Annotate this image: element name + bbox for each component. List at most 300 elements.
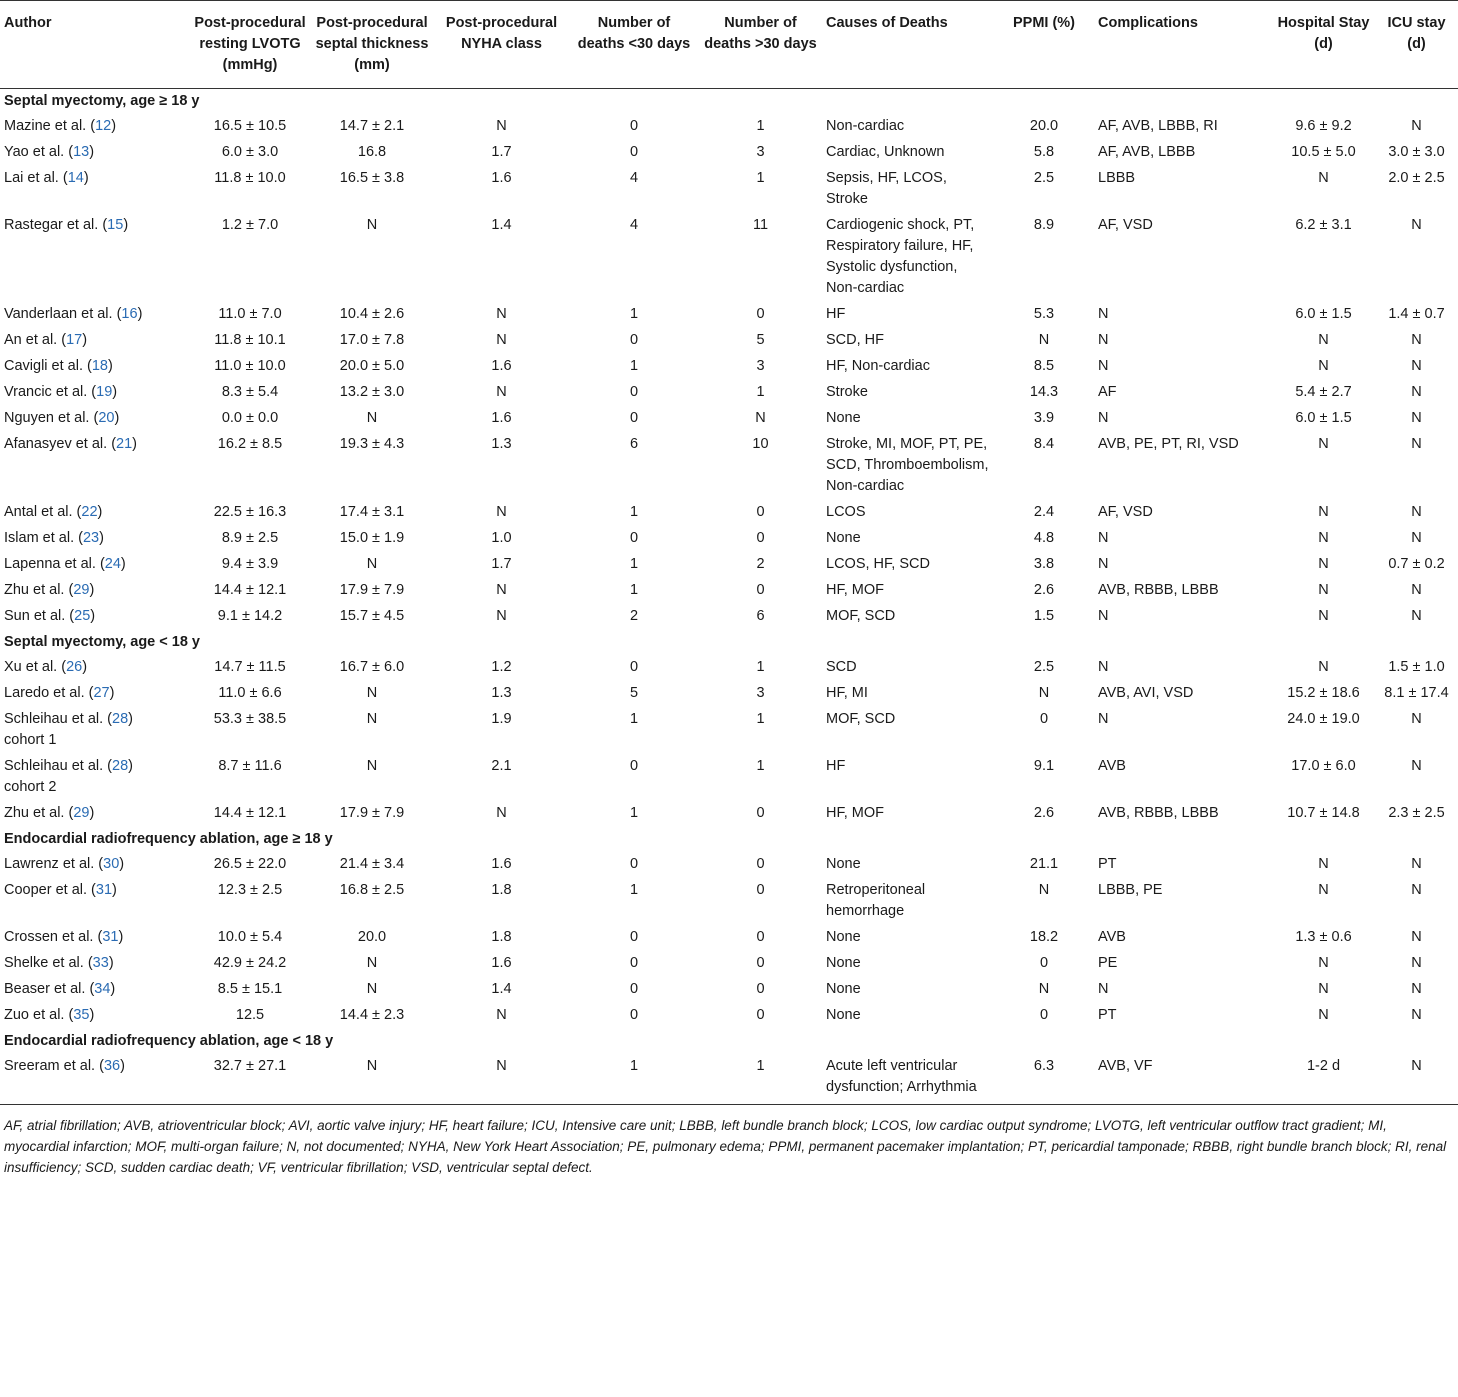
column-header-septal: Post-procedural septal thickness (mm) [315,15,429,73]
cell-hosp: N [1318,856,1329,872]
author-name: An et al. [4,332,58,348]
cell-nyha: 1.9 [491,711,512,727]
cell-d30p: 0 [756,981,765,997]
table-row [0,801,1458,827]
cell-author: Zuo et al. (35) [4,1007,95,1023]
cell-causes: None [826,410,861,426]
cell-ppmi: 0 [1039,955,1049,971]
cell-d30: 1 [629,1058,639,1074]
cell-nyha: 1.0 [491,530,512,546]
reference-link[interactable]: 12 [95,118,112,134]
author-name: Schleihau et al. [4,758,104,774]
cell-lvotg: 11.8 ± 10.1 [214,332,286,348]
cell-causes: None [826,856,861,872]
cell-nyha: 1.3 [491,436,512,452]
cell-causes: SCD, HF [826,332,884,348]
cell-author: Antal et al. (22) [4,504,103,520]
author-name: Yao et al. [4,144,65,160]
cell-comp: AVB, VF [1098,1058,1153,1074]
cell-hosp: 5.4 ± 2.7 [1295,384,1352,400]
cell-hosp: N [1318,332,1329,348]
cell-icu: N [1411,358,1422,374]
cell-author: Lai et al. (14) [4,170,89,186]
cell-septal: N [366,711,378,727]
reference-link[interactable]: 17 [66,332,83,348]
reference-link[interactable]: 20 [98,410,115,426]
cell-icu: 8.1 ± 17.4 [1384,685,1449,701]
cell-author: Sreeram et al. (36) [4,1058,125,1074]
table-row [0,500,1458,526]
cell-ppmi: 0 [1039,1007,1049,1023]
cell-comp: AF [1098,384,1117,400]
cell-lvotg: 11.8 ± 10.0 [214,170,286,186]
section-title: Endocardial radiofrequency ablation, age ≥ 18 y [4,831,333,847]
cell-ppmi: N [1038,882,1050,898]
cell-d30p: 1 [756,1058,765,1074]
cell-septal: 20.0 [357,929,387,945]
reference-link[interactable]: 29 [73,805,90,821]
cell-icu: 1.5 ± 1.0 [1388,659,1445,675]
cell-causes: HF, MOF [826,582,884,598]
table-row [0,951,1458,977]
cell-septal: N [366,981,378,997]
cell-lvotg: 53.3 ± 38.5 [213,711,287,727]
cell-comp: AVB, AVI, VSD [1098,685,1194,701]
column-header-nyha: Post-procedural NYHA class [445,15,558,52]
reference-link[interactable]: 35 [73,1007,90,1023]
table-row [0,380,1458,406]
author-name: Mazine et al. [4,118,87,134]
reference-link[interactable]: 28 [112,758,129,774]
cell-icu: N [1411,981,1422,997]
cell-d30p: 0 [756,504,765,520]
cell-nyha: N [496,1007,507,1023]
cell-causes: Cardiogenic shock, PT, Respiratory failure, HF, Systolic dysfunction, Non-cardiac [826,217,975,296]
cell-d30: 4 [629,217,639,233]
cell-ppmi: 2.4 [1033,504,1055,520]
cell-ppmi: 2.5 [1033,170,1055,186]
cell-lvotg: 16.5 ± 10.5 [213,118,287,134]
column-header-icu: ICU stay (d) [1387,15,1446,52]
cell-lvotg: 8.7 ± 11.6 [218,758,282,774]
cell-nyha: 1.6 [491,170,512,186]
cell-hosp: N [1318,659,1329,675]
cell-ppmi: 8.9 [1033,217,1055,233]
cell-hosp: N [1318,981,1329,997]
reference-link[interactable]: 34 [94,981,111,997]
cell-causes: Non-cardiac [826,118,905,134]
cell-d30p: 0 [756,582,765,598]
reference-link[interactable]: 19 [96,384,113,400]
cell-icu: N [1411,384,1422,400]
table-row [0,925,1458,951]
cell-d30: 0 [629,856,639,872]
cell-ppmi: N [1038,981,1050,997]
cell-nyha: N [496,504,507,520]
cell-author: Islam et al. (23) [4,530,104,546]
cell-author: Sun et al. (25) [4,608,96,624]
cell-d30p: 0 [756,1007,765,1023]
cell-nyha: 1.8 [491,882,512,898]
author-name: Cavigli et al. [4,358,83,374]
author-name: Schleihau et al. [4,711,104,727]
table-row [0,754,1458,801]
cell-icu: 2.0 ± 2.5 [1388,170,1445,186]
cell-nyha: 1.6 [491,955,512,971]
section-title: Septal myectomy, age ≥ 18 y [4,93,200,109]
reference-link[interactable]: 13 [73,144,90,160]
cell-author: Yao et al. (13) [4,144,95,160]
cell-hosp: N [1318,882,1329,898]
author-name: Sreeram et al. [4,1058,96,1074]
cell-d30: 5 [629,685,639,701]
cell-ppmi: 8.4 [1033,436,1055,452]
cell-d30p: 3 [756,144,765,160]
cell-hosp: N [1318,436,1329,452]
cell-causes: None [826,1007,861,1023]
section-header-row [0,827,1458,852]
cell-nyha: N [496,582,507,598]
section-title: Endocardial radiofrequency ablation, age < 18 y [4,1033,334,1049]
cell-lvotg: 8.5 ± 15.1 [217,981,283,997]
cell-causes: Retroperitoneal hemorrhage [826,882,926,919]
table-row [0,526,1458,552]
cell-d30: 0 [629,384,639,400]
cell-comp: N [1098,530,1109,546]
cell-ppmi: 2.6 [1033,805,1055,821]
header-row [0,1,1458,89]
cell-comp: N [1098,306,1109,322]
cell-hosp: 6.0 ± 1.5 [1295,410,1352,426]
author-name: Sun et al. [4,608,66,624]
section-title: Septal myectomy, age < 18 y [4,634,200,650]
cell-lvotg: 42.9 ± 24.2 [213,955,287,971]
cell-nyha: N [496,332,507,348]
cell-author: Laredo et al. (27) [4,685,115,701]
reference-link[interactable]: 28 [112,711,129,727]
cell-ppmi: 0 [1039,711,1049,727]
cell-comp: N [1098,608,1109,624]
reference-link[interactable]: 31 [102,929,119,945]
cell-lvotg: 11.0 ± 7.0 [218,306,282,322]
author-name: Lapenna et al. [4,556,96,572]
cell-author: Rastegar et al. (15) [4,217,129,233]
cell-septal: N [366,955,378,971]
cell-ppmi: N [1038,332,1050,348]
table-row [0,878,1458,925]
author-name: Zuo et al. [4,1007,65,1023]
cell-nyha: N [496,384,507,400]
author-name: Lai et al. [4,170,59,186]
reference-link[interactable]: 26 [66,659,83,675]
cell-icu: N [1411,608,1422,624]
cell-comp: AF, AVB, LBBB [1098,144,1196,160]
reference-link[interactable]: 30 [103,856,120,872]
cell-causes: LCOS [826,504,866,520]
cell-nyha: N [496,608,507,624]
cell-septal: N [366,1058,378,1074]
cell-author: Cooper et al. (31) [4,882,117,898]
cell-hosp: 9.6 ± 9.2 [1295,118,1352,134]
cell-septal: 19.3 ± 4.3 [339,436,405,452]
cell-septal: 15.7 ± 4.5 [339,608,405,624]
cell-comp: AVB [1098,758,1126,774]
cell-lvotg: 0.0 ± 0.0 [221,410,279,426]
cell-d30: 6 [629,436,639,452]
cell-septal: 14.4 ± 2.3 [339,1007,405,1023]
cell-ppmi: 3.9 [1033,410,1055,426]
table-row [0,977,1458,1003]
cell-icu: N [1411,856,1422,872]
reference-link[interactable]: 15 [107,217,124,233]
cell-d30p: 10 [752,436,769,452]
cell-author: An et al. (17) [4,332,88,348]
cell-d30p: 5 [756,332,765,348]
author-name: Cooper et al. [4,882,88,898]
cell-hosp: 17.0 ± 6.0 [1291,758,1356,774]
cell-comp: PT [1098,1007,1117,1023]
author-name: Laredo et al. [4,685,85,701]
cell-lvotg: 14.7 ± 11.5 [214,659,286,675]
reference-link[interactable]: 25 [74,608,91,624]
cell-ppmi: 4.8 [1033,530,1055,546]
cell-d30: 1 [629,582,639,598]
table-footnote: AF, atrial fibrillation; AVB, atrioventricular block; AVI, aortic valve injury; HF, heart failure; ICU, Intensive care unit; LBBB, left bundle branch block; LCOS, low cardiac output syndrome; LVOTG, left ventricular outflow tract gradient; MI, myocardial infarction; MOF, multi-organ failure; N, not documented; NYHA, New York Heart Association; PE, pulmonary edema; PPMI, permanent pacemaker implantation; PT, pericardial tamponade; RBBB, right bundle branch block; RI, renal insufficiency; SCD, sudden cardiac death; VF, ventricular fibrillation; VSD, ventricular septal defect. [4,1118,1447,1175]
cell-hosp: 1.3 ± 0.6 [1295,929,1352,945]
reference-link[interactable]: 24 [104,556,121,572]
cell-causes: HF, MOF [826,805,884,821]
cell-comp: LBBB [1098,170,1136,186]
cell-icu: N [1411,758,1422,774]
cell-ppmi: 20.0 [1029,118,1059,134]
cell-lvotg: 9.4 ± 3.9 [221,556,279,572]
cell-lvotg: 32.7 ± 27.1 [213,1058,287,1074]
cell-lvotg: 1.2 ± 7.0 [221,217,279,233]
cell-hosp: N [1318,504,1329,520]
cell-d30p: 0 [756,882,765,898]
cell-lvotg: 16.2 ± 8.5 [217,436,283,452]
cell-d30p: 6 [756,608,765,624]
author-name: Afanasyev et al. [4,436,108,452]
cell-comp: AF, VSD [1098,504,1153,520]
cell-d30: 1 [629,358,639,374]
cell-causes: Acute left ventricular dysfunction; Arrhythmia [826,1058,977,1095]
reference-link[interactable]: 23 [82,530,100,546]
cell-icu: N [1411,582,1422,598]
cell-comp: N [1098,358,1109,374]
cell-author: Zhu et al. (29) [4,805,95,821]
table-row [0,213,1458,302]
table-row [0,1054,1458,1105]
cell-author: Vrancic et al. (19) [4,384,118,400]
cell-icu: N [1411,410,1422,426]
cell-nyha: 1.6 [491,358,512,374]
reference-link[interactable]: 14 [67,170,84,186]
column-header-lvotg: Post-procedural resting LVOTG (mmHg) [194,15,306,73]
reference-link[interactable]: 33 [92,955,109,971]
cell-author: Vanderlaan et al. (16) [4,306,143,322]
cell-d30: 0 [629,659,639,675]
table-row [0,302,1458,328]
cell-hosp: N [1318,556,1329,572]
cell-lvotg: 26.5 ± 22.0 [213,856,287,872]
cell-ppmi: 3.8 [1033,556,1055,572]
cell-author: Schleihau et al. (28) cohort 2 [4,758,133,795]
reference-link[interactable]: 36 [103,1058,121,1074]
reference-link[interactable]: 27 [93,685,110,701]
cohort-label: cohort 2 [4,779,57,795]
cell-d30: 1 [629,306,639,322]
author-name: Vrancic et al. [4,384,88,400]
table-row [0,166,1458,213]
cell-d30: 0 [629,144,639,160]
cell-nyha: 1.3 [491,685,512,701]
cell-ppmi: 2.5 [1033,659,1055,675]
cell-d30: 1 [629,882,639,898]
cell-d30p: 11 [752,217,769,233]
cell-hosp: 10.7 ± 14.8 [1287,805,1360,821]
cell-comp: N [1098,659,1109,675]
cell-nyha: 1.6 [491,410,512,426]
cell-hosp: N [1318,170,1329,186]
cell-nyha: 1.6 [491,856,512,872]
cell-septal: 17.0 ± 7.8 [339,332,405,348]
cohort-label: cohort 1 [4,732,57,748]
cell-lvotg: 12.5 [235,1007,265,1023]
cell-septal: 17.4 ± 3.1 [339,504,405,520]
column-header-author: Author [4,15,52,31]
cell-causes: Stroke [826,384,868,400]
cell-hosp: 1-2 d [1306,1058,1341,1074]
cell-comp: AVB [1098,929,1126,945]
cell-icu: 0.7 ± 0.2 [1388,556,1445,572]
cell-nyha: 2.1 [491,758,512,774]
table-body [0,89,1458,1105]
cell-author: Zhu et al. (29) [4,582,95,598]
cell-comp: N [1098,556,1109,572]
cell-comp: PT [1098,856,1117,872]
cell-hosp: N [1318,955,1329,971]
cell-nyha: N [496,805,507,821]
cell-d30: 0 [629,332,639,348]
reference-link[interactable]: 29 [73,582,90,598]
cell-hosp: N [1318,1007,1329,1023]
table-row [0,114,1458,140]
cell-d30: 1 [629,504,639,520]
cell-ppmi: 21.1 [1029,856,1059,872]
author-name: Rastegar et al. [4,217,99,233]
cell-d30: 1 [629,805,639,821]
column-header-ppmi: PPMI (%) [1012,15,1076,31]
reference-link[interactable]: 22 [81,504,98,520]
author-name: Antal et al. [4,504,73,520]
cell-d30p: 1 [756,758,765,774]
cell-d30p: N [755,410,766,426]
cell-d30p: 1 [756,384,765,400]
section-header-row [0,630,1458,655]
reference-link[interactable]: 31 [95,882,113,898]
author-name: Zhu et al. [4,805,65,821]
cell-nyha: 1.2 [491,659,512,675]
column-header-hosp: Hospital Stay (d) [1277,15,1370,52]
cell-septal: 20.0 ± 5.0 [339,358,405,374]
cell-causes: LCOS, HF, SCD [826,556,930,572]
cell-comp: AVB, RBBB, LBBB [1098,582,1219,598]
cell-nyha: 1.8 [491,929,512,945]
cell-d30p: 0 [756,530,765,546]
cell-ppmi: 5.8 [1033,144,1055,160]
cell-d30: 2 [629,608,639,624]
cell-comp: N [1098,410,1109,426]
cell-author: Mazine et al. (12) [4,118,117,134]
cell-icu: N [1411,929,1422,945]
cell-icu: N [1411,955,1422,971]
cell-hosp: 24.0 ± 19.0 [1287,711,1360,727]
cell-ppmi: 1.5 [1033,608,1055,624]
reference-link[interactable]: 16 [121,306,138,322]
cell-causes: Stroke, MI, MOF, PT, PE, SCD, Thromboembolism, Non-cardiac [826,436,989,494]
cell-ppmi: 8.5 [1033,358,1055,374]
cell-icu: N [1411,504,1422,520]
cell-causes: Cardiac, Unknown [826,144,945,160]
cell-d30p: 3 [756,358,765,374]
cell-septal: N [366,758,378,774]
cell-lvotg: 10.0 ± 5.4 [217,929,283,945]
cell-septal: 17.9 ± 7.9 [339,805,405,821]
column-header-causes: Causes of Deaths [826,15,948,31]
cell-nyha: 1.7 [491,556,512,572]
column-header-d30p: Number of deaths >30 days [704,15,817,52]
table-row [0,578,1458,604]
cell-author: Schleihau et al. (28) cohort 1 [4,711,133,748]
author-name: Beaser et al. [4,981,86,997]
cell-d30: 0 [629,1007,639,1023]
cell-d30p: 0 [756,306,765,322]
cell-d30: 0 [629,118,639,134]
cell-d30: 1 [629,556,639,572]
cell-causes: Sepsis, HF, LCOS, Stroke [826,170,947,207]
cell-icu: N [1411,436,1422,452]
reference-link[interactable]: 18 [91,358,108,374]
cell-icu: N [1411,118,1422,134]
cell-septal: 16.8 ± 2.5 [339,882,405,898]
cell-icu: N [1411,1007,1422,1023]
cell-septal: N [366,685,378,701]
cell-icu: N [1411,530,1422,546]
table-row [0,604,1458,630]
cell-septal: 15.0 ± 1.9 [339,530,405,546]
table-row [0,1003,1458,1029]
reference-link[interactable]: 21 [116,436,133,452]
cell-icu: N [1411,332,1422,348]
cell-ppmi: 9.1 [1033,758,1055,774]
cell-author: Nguyen et al. (20) [4,410,120,426]
cell-d30p: 1 [756,118,765,134]
cell-comp: PE [1098,955,1118,971]
cell-hosp: N [1318,530,1329,546]
cell-hosp: 6.2 ± 3.1 [1295,217,1352,233]
cell-icu: N [1411,711,1422,727]
cell-d30: 0 [629,758,639,774]
cell-lvotg: 8.9 ± 2.5 [221,530,279,546]
cell-nyha: 1.4 [491,217,512,233]
cell-nyha: 1.7 [491,144,512,160]
cell-nyha: N [496,118,507,134]
author-name: Crossen et al. [4,929,94,945]
cell-comp: LBBB, PE [1098,882,1163,898]
cell-causes: None [826,530,861,546]
cell-d30p: 0 [756,856,765,872]
